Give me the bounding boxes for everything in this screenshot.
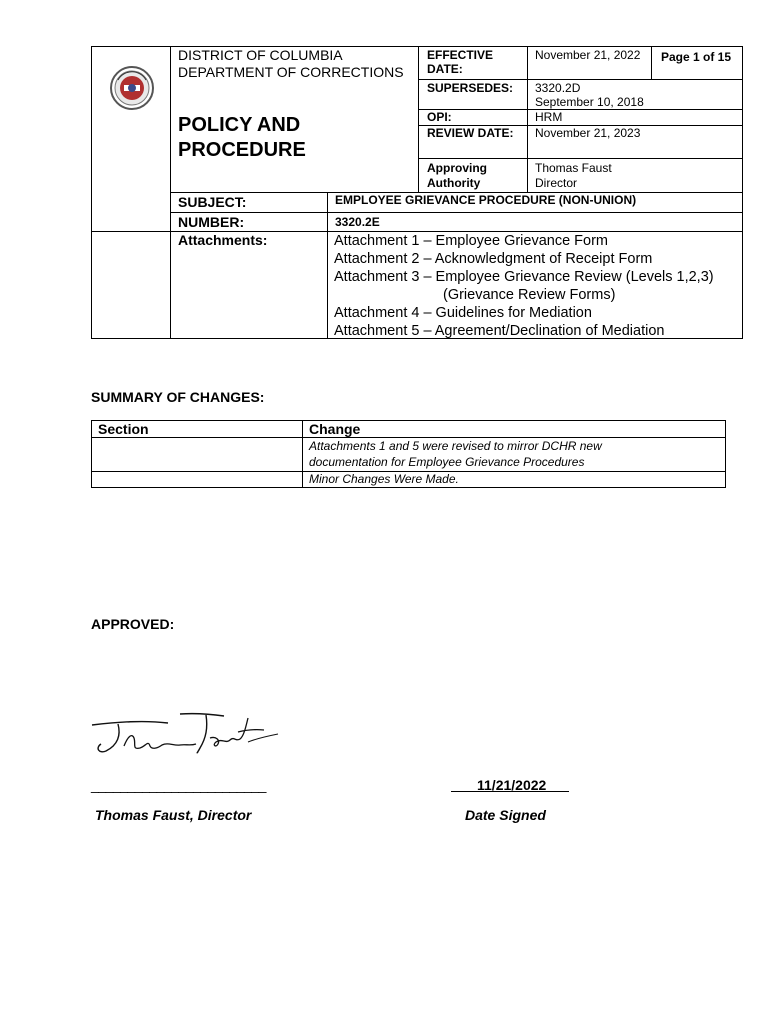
opi-value: HRM xyxy=(535,110,563,124)
approving-label-line2: Authority xyxy=(427,176,481,190)
approving-value-line1: Thomas Faust xyxy=(535,161,612,175)
number-label: NUMBER: xyxy=(178,214,245,230)
page-number: Page 1 of 15 xyxy=(661,50,732,64)
attachments-label: Attachments: xyxy=(178,232,268,248)
opi-label: OPI: xyxy=(427,110,452,124)
change-row-2: Minor Changes Were Made. xyxy=(309,472,459,486)
change-row-1-line2: documentation for Employee Grievance Procedures xyxy=(309,455,585,469)
review-date-value: November 21, 2023 xyxy=(535,126,641,140)
date-signed-label: Date Signed xyxy=(465,807,546,823)
attachment-item: Attachment 5 – Agreement/Declination of Mediation xyxy=(334,323,665,339)
doc-seal-logo xyxy=(110,66,154,110)
signer-name: Thomas Faust, Director xyxy=(95,807,252,823)
agency-line2: DEPARTMENT OF CORRECTIONS xyxy=(178,64,404,80)
attachment-item: Attachment 2 – Acknowledgment of Receipt Form xyxy=(334,251,653,267)
subject-label: SUBJECT: xyxy=(178,194,247,210)
attachment-item: Attachment 3 – Employee Grievance Review (Levels 1,2,3) xyxy=(334,269,714,285)
doc-type-line2: PROCEDURE xyxy=(178,139,306,161)
summary-heading: SUMMARY OF CHANGES: xyxy=(91,389,265,405)
attachment-item-continuation: (Grievance Review Forms) xyxy=(443,287,616,303)
subject-value: EMPLOYEE GRIEVANCE PROCEDURE (NON-UNION) xyxy=(335,193,637,207)
supersedes-label: SUPERSEDES: xyxy=(427,81,514,95)
director-signature xyxy=(88,708,283,768)
review-date-label: REVIEW DATE: xyxy=(427,126,514,140)
attachments-list xyxy=(334,232,739,340)
col-section-header: Section xyxy=(98,421,149,437)
doc-type-line1: POLICY AND xyxy=(178,114,301,136)
approving-label-line1: Approving xyxy=(427,161,487,175)
attachment-item: Attachment 4 – Guidelines for Mediation xyxy=(334,305,592,321)
supersedes-value-line1: 3320.2D xyxy=(535,81,581,95)
number-value: 3320.2E xyxy=(335,215,380,229)
date-signed-value: 11/21/2022 xyxy=(477,777,547,793)
col-change-header: Change xyxy=(309,421,361,437)
effective-label-line1: EFFECTIVE xyxy=(427,48,494,62)
effective-label-line2: DATE: xyxy=(427,62,463,76)
approved-heading: APPROVED: xyxy=(91,616,175,632)
attachment-item: Attachment 1 – Employee Grievance Form xyxy=(334,233,609,249)
approving-value-line2: Director xyxy=(535,176,578,190)
agency-line1: DISTRICT OF COLUMBIA xyxy=(178,47,343,63)
supersedes-value-line2: September 10, 2018 xyxy=(535,95,644,109)
signature-line: ________________________ xyxy=(91,777,266,793)
effective-date-value: November 21, 2022 xyxy=(535,48,641,62)
change-row-1-line1: Attachments 1 and 5 were revised to mirror DCHR new xyxy=(309,439,602,453)
